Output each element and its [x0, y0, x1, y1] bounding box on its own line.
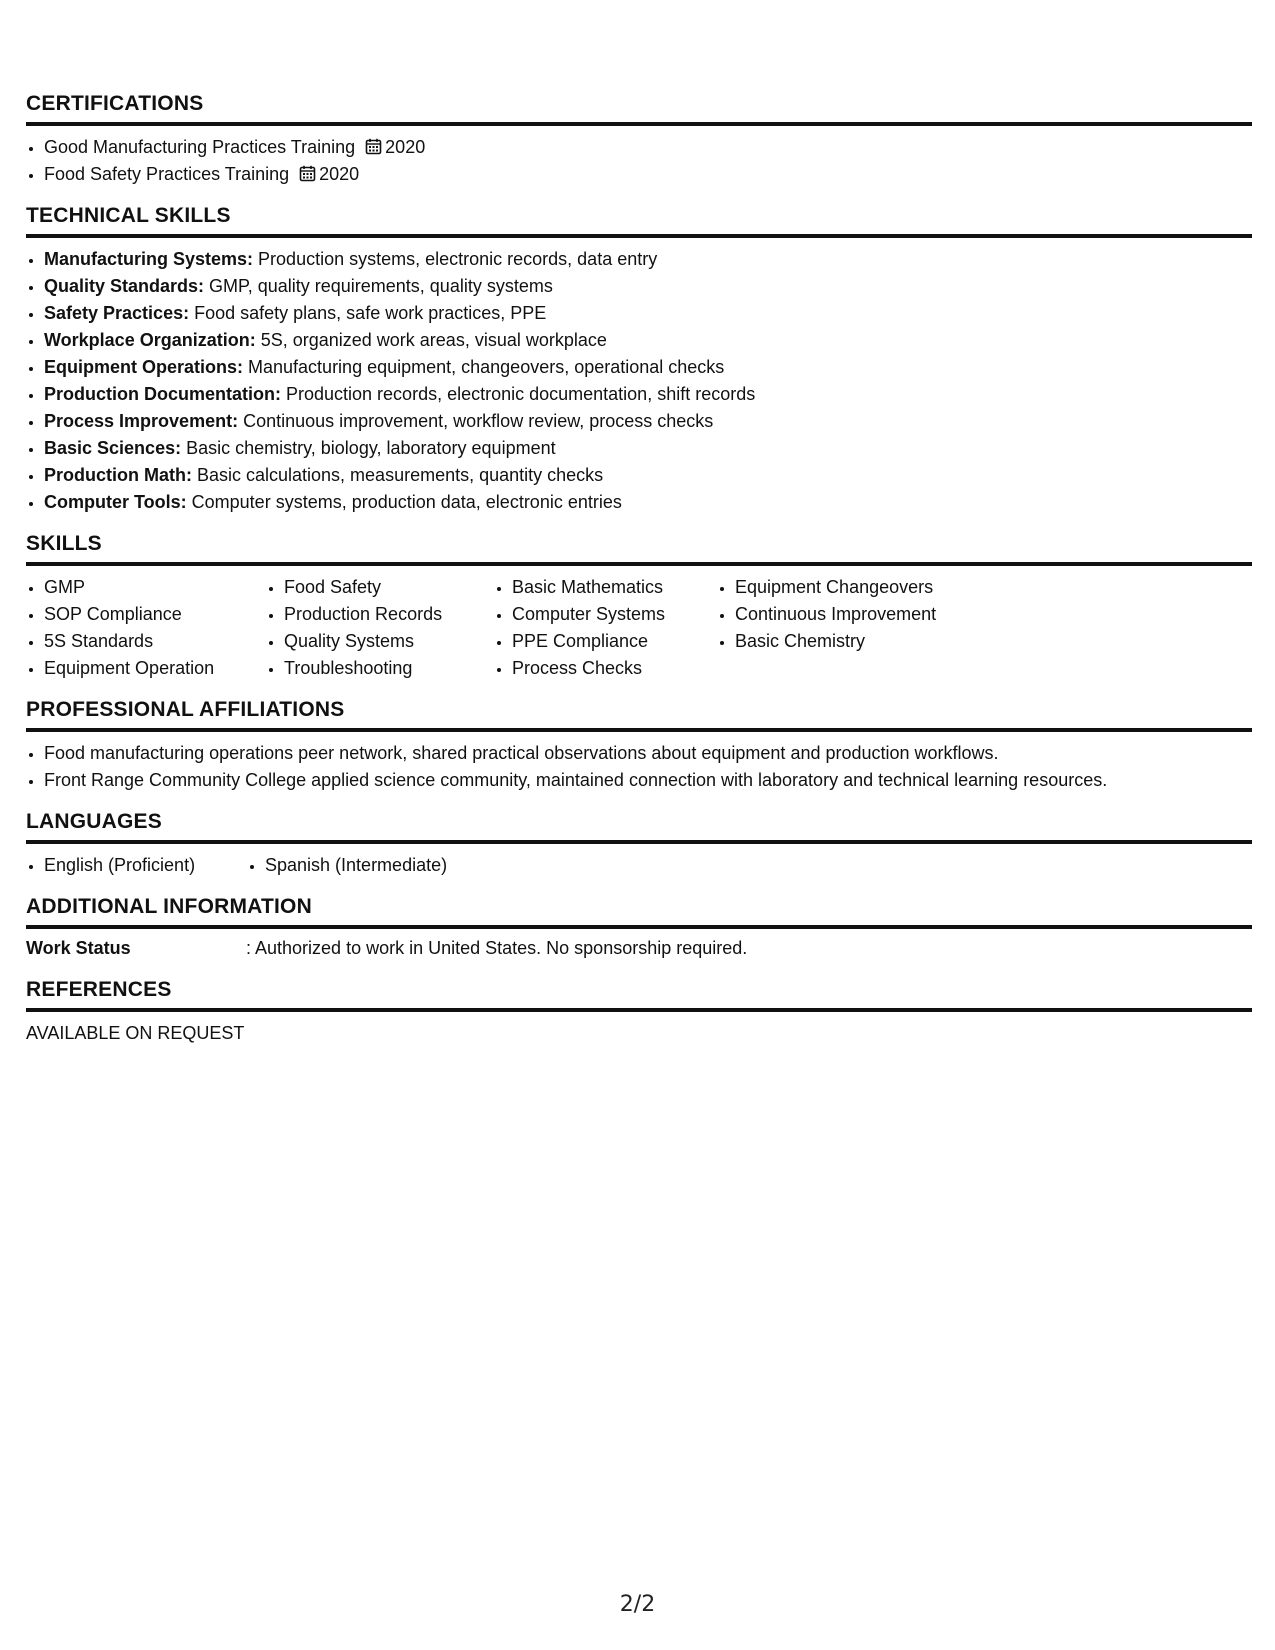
- certification-date: [299, 164, 359, 184]
- certifications-list: [26, 134, 1252, 188]
- technical-skill-item: [44, 462, 1252, 489]
- skill-item: • Equipment Changeovers: [735, 574, 995, 601]
- affiliations-heading: PROFESSIONAL AFFILIATIONS: [26, 698, 1252, 732]
- technical-skill-label: Computer Tools:: [44, 492, 187, 512]
- language-column: [247, 852, 447, 879]
- affiliation-item: • Front Range Community College applied science community, maintained connection with laboratory and technical learning resources.: [44, 767, 1252, 794]
- technical-skill-text: Production records, electronic documentation, shift records: [281, 384, 756, 404]
- skill-item: • Food Safety: [284, 574, 494, 601]
- skills-grid: [26, 566, 1252, 682]
- technical-skill-item: [44, 327, 1252, 354]
- technical-skill-item: [44, 246, 1252, 273]
- technical-skills-section: [26, 204, 1252, 516]
- technical-skill-label: Manufacturing Systems:: [44, 249, 254, 269]
- languages-heading: LANGUAGES: [26, 810, 1252, 844]
- language-column: [26, 852, 247, 879]
- technical-skill-label: Basic Sciences:: [44, 438, 182, 458]
- skill-item: • Production Records: [284, 601, 494, 628]
- affiliation-item: • Food manufacturing operations peer network, shared practical observations about equipment and production workflows.: [44, 740, 1252, 767]
- skill-item: • Equipment Operation: [44, 655, 266, 682]
- references-heading: REFERENCES: [26, 978, 1252, 1012]
- technical-skill-label: Equipment Operations:: [44, 357, 244, 377]
- technical-skill-item: [44, 273, 1252, 300]
- skills-column: [494, 574, 717, 682]
- certifications-section: [26, 92, 1252, 188]
- technical-skill-item: [44, 354, 1252, 381]
- certification-year: 2020: [319, 164, 360, 184]
- additional-info-heading: ADDITIONAL INFORMATION: [26, 895, 1252, 929]
- technical-skill-label: Workplace Organization:: [44, 330, 256, 350]
- affiliations-list: [26, 740, 1252, 794]
- calendar-icon: [365, 136, 382, 153]
- affiliations-section: [26, 698, 1252, 794]
- resume-page: [26, 92, 1252, 1047]
- language-item: • Spanish (Intermediate): [265, 852, 447, 879]
- skill-item: • Basic Mathematics: [512, 574, 717, 601]
- work-status-label: Work Status: [26, 938, 131, 958]
- languages-section: [26, 810, 1252, 879]
- skill-item: • PPE Compliance: [512, 628, 717, 655]
- technical-skill-text: Food safety plans, safe work practices, PPE: [189, 303, 547, 323]
- technical-skill-text: Production systems, electronic records, data entry: [253, 249, 658, 269]
- skill-item: • Basic Chemistry: [735, 628, 995, 655]
- technical-skill-text: Computer systems, production data, electronic entries: [186, 492, 622, 512]
- skills-column: [26, 574, 266, 682]
- technical-skill-text: Basic calculations, measurements, quantity checks: [191, 465, 604, 485]
- skill-item: • Computer Systems: [512, 601, 717, 628]
- technical-skill-label: Production Documentation:: [44, 384, 281, 404]
- technical-skill-item: [44, 489, 1252, 516]
- certification-date: [365, 137, 425, 157]
- skill-item: • Process Checks: [512, 655, 717, 682]
- technical-skill-text: Continuous improvement, workflow review, process checks: [238, 411, 714, 431]
- technical-skill-item: [44, 435, 1252, 462]
- skill-item: • Continuous Improvement: [735, 601, 995, 628]
- languages-row: [26, 852, 1252, 879]
- work-status-row: [26, 935, 1252, 962]
- calendar-icon: [299, 163, 316, 180]
- certification-name: Food Safety Practices Training: [44, 164, 290, 184]
- technical-skill-text: GMP, quality requirements, quality systems: [204, 276, 553, 296]
- technical-skill-label: Quality Standards:: [44, 276, 205, 296]
- skills-heading: SKILLS: [26, 532, 1252, 566]
- additional-info-section: [26, 895, 1252, 962]
- technical-skill-text: Basic chemistry, biology, laboratory equipment: [181, 438, 556, 458]
- skills-column: [717, 574, 995, 682]
- skill-item: • GMP: [44, 574, 266, 601]
- technical-skill-text: Manufacturing equipment, changeovers, operational checks: [243, 357, 725, 377]
- skill-item: • Troubleshooting: [284, 655, 494, 682]
- skill-item: • 5S Standards: [44, 628, 266, 655]
- skill-item: • Quality Systems: [284, 628, 494, 655]
- references-section: [26, 978, 1252, 1047]
- technical-skill-label: Production Math:: [44, 465, 192, 485]
- technical-skills-list: [26, 246, 1252, 516]
- technical-skill-label: Process Improvement:: [44, 411, 239, 431]
- certification-item: [44, 161, 1252, 188]
- language-item: • English (Proficient): [44, 852, 247, 879]
- certification-name: Good Manufacturing Practices Training: [44, 137, 356, 157]
- page-number: 2/2: [619, 1592, 656, 1617]
- references-text: AVAILABLE ON REQUEST: [26, 1023, 245, 1043]
- certifications-heading: CERTIFICATIONS: [26, 92, 1252, 126]
- technical-skill-item: [44, 381, 1252, 408]
- skill-item: • SOP Compliance: [44, 601, 266, 628]
- technical-skill-label: Safety Practices:: [44, 303, 190, 323]
- technical-skill-item: [44, 408, 1252, 435]
- certification-item: [44, 134, 1252, 161]
- technical-skill-item: [44, 300, 1252, 327]
- technical-skill-text: 5S, organized work areas, visual workplace: [255, 330, 607, 350]
- skills-section: [26, 532, 1252, 682]
- work-status-value: : Authorized to work in United States. No sponsorship required.: [246, 938, 748, 958]
- technical-skills-heading: TECHNICAL SKILLS: [26, 204, 1252, 238]
- certification-year: 2020: [385, 137, 426, 157]
- skills-column: [266, 574, 494, 682]
